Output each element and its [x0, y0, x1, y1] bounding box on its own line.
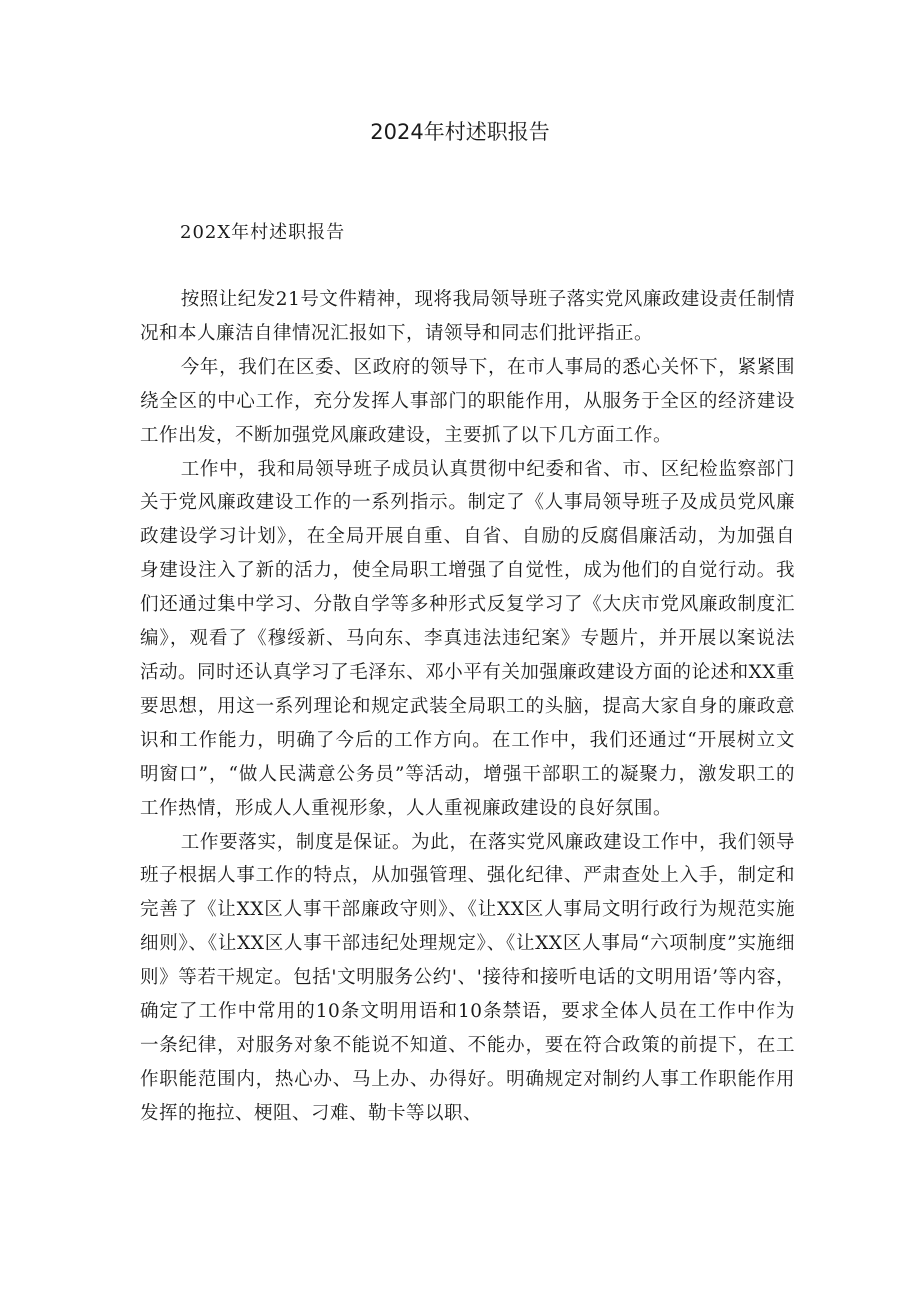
- paragraph: 按照让纪发21号文件精神，现将我局领导班子落实党风廉政建设责任制情况和本人廉洁自律情况汇报如下，请领导和同志们批评指正。: [140, 289, 795, 344]
- document-subtitle: 202X年村述职报告: [180, 222, 346, 243]
- document-title: 2024年村述职报告: [370, 120, 550, 144]
- paragraph: 工作中，我和局领导班子成员认真贯彻中纪委和省、市、区纪检监察部门关于党风廉政建设工作的一系列指示。制定了《人事局领导班子及成员党风廉政建设学习计划》，在全局开展自重、自省、自励的反腐倡廉活动，为加强自身建设注入了新的活力，使全局职工增强了自觉性，成为他们的自觉行动。我们还通过集中学习、分散自学等多种形式反复学习了《大庆市党风廉政制度汇编》，观看了《穆绥新、马向东、李真违法违纪案》专题片，并开展以案说法活动。同时还认真学习了毛泽东、邓小平有关加强廉政建设方面的论述和XX重要思想，用这一系列理论和规定武装全局职工的头脑，提高大家自身的廉政意识和工作能力，明确了今后的工作方向。在工作中，我们还通过“开展树立文明窗口”，“做人民满意公务员”等活动，增强干部职工的凝聚力，激发职工的工作热情，形成人人重视形象，人人重视廉政建设的良好氛围。: [140, 458, 795, 819]
- document-body: [140, 283, 795, 1131]
- paragraph: 今年，我们在区委、区政府的领导下，在市人事局的悉心关怀下，紧紧围绕全区的中心工作，充分发挥人事部门的职能作用，从服务于全区的经济建设工作出发，不断加强党风廉政建设，主要抓了以下几方面工作。: [140, 356, 795, 446]
- paragraph: 工作要落实，制度是保证。为此，在落实党风廉政建设工作中，我们领导班子根据人事工作的特点，从加强管理、强化纪律、严肃查处上入手，制定和完善了《让XX区人事干部廉政守则》、《让XX区人事局文明行政行为规范实施细则》、《让XX区人事干部违纪处理规定》、《让XX区人事局“六项制度”实施细则》等若干规定。包括'文明服务公约'、'接待和接听电话的文明用语’等内容，确定了工作中常用的10条文明用语和10条禁语，要求全体人员在工作中作为一条纪律，对服务对象不能说不知道、不能办，要在符合政策的前提下，在工作职能范围内，热心办、马上办、办得好。明确规定对制约人事工作职能作用发挥的拖拉、梗阻、刁难、勒卡等以职、: [140, 831, 795, 1124]
